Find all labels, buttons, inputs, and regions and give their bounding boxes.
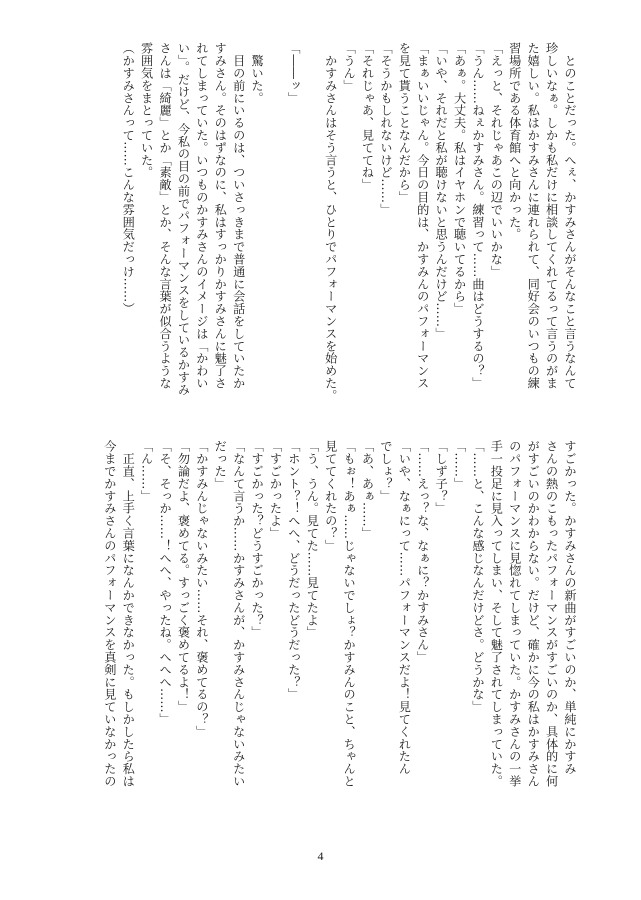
text-line: 「……と、こんな感じなんだけどさ。どうかな」 — [470, 440, 485, 713]
text-line: 「そ、そっか……！へへ、やったね。へへへ……」 — [158, 440, 173, 726]
text-line: 「なんて言うか……かすみさんが、かすみさんじゃないみたい — [231, 440, 246, 788]
text-line: 手一投足に見入ってしまい、そして魅了されてしまっていた。 — [489, 440, 504, 788]
text-line: 「あ、あぁ……」 — [360, 440, 375, 540]
text-block-top — [119, 42, 579, 422]
text-line: （かすみさんって……こんな雰囲気だっけ……） — [121, 42, 136, 315]
text-line: を見て貰うことなんだから」 — [397, 42, 412, 204]
text-line: 「しず子？」 — [434, 440, 449, 515]
text-line: すごかった。かすみさんの新曲がすごいのか、単純にかすみ — [563, 440, 577, 775]
text-line: 驚いた。 — [250, 42, 265, 104]
text-line: 「かすみんじゃないみたい……それ、褒めてるの？」 — [194, 440, 209, 738]
text-line: 正直、上手く言葉になんかできなかった。もしかしたら私は — [121, 440, 136, 788]
text-line: れてしまっていた。いつものかすみさんのイメージは「かわい — [194, 42, 209, 390]
text-line: 「そうかもしれないけど……」 — [378, 42, 393, 216]
text-line: た嬉しい。私はかすみさんに連れられて、同好会のいつもの練 — [526, 42, 541, 390]
text-line: 「うん」 — [342, 42, 357, 92]
text-line: 雰囲気をまとっていた。 — [139, 42, 154, 179]
text-line: がすごいのかわからない。だけど、確かに今の私はかすみさん — [526, 440, 541, 788]
text-line: 珍しいなぁ。しかも私だけに相談してくれてるって言うのがま — [544, 42, 559, 390]
text-line: 今までかすみさんのパフォーマンスを真剣に見ていなかったの — [102, 440, 117, 788]
text-line: のパフォーマンスに見惚れてしまっていた。かすみさんの一挙 — [507, 440, 522, 788]
text-line: さんは「綺麗」とか「素敵」とか、そんな言葉が似合うような — [158, 42, 173, 390]
text-block-bottom — [100, 440, 579, 820]
text-line: 「ん……」 — [139, 440, 154, 502]
text-line: 「うん……ねぇかすみさん。練習って……曲はどうするの？」 — [470, 42, 485, 390]
text-line: 「いや、なぁにって……パフォーマンスだよ！見てくれたん — [397, 440, 412, 775]
text-line: だった」 — [213, 440, 228, 490]
text-line: 「勿論だよ、褒めてる。すっごく褒めてるよ！」 — [176, 440, 191, 713]
text-line: とのことだった。へぇ、かすみさんがそんなこと言うなんて — [563, 42, 577, 390]
blank-line — [266, 42, 284, 422]
page-number: 4 — [317, 849, 324, 863]
text-line: 「……」 — [452, 440, 467, 490]
text-line: 「いや、それだと私が聴けないと思うんだけど……」 — [434, 42, 449, 340]
text-line: 「えっと、それじゃあこの辺でいいかな」 — [489, 42, 504, 278]
text-line: 見ててくれたの？」 — [323, 440, 338, 552]
text-line: さんの熱のこもったパフォーマンスがすごいのか、具体的に何 — [544, 440, 559, 788]
text-line: 目の前にいるのは、ついさっきまで普通に会話をしていたか — [231, 42, 246, 390]
text-line: 「う、うん。見てた……見てたよ」 — [305, 440, 320, 639]
text-line: すみさん。そのはずなのに、私はすっかりかすみさんに魅了さ — [213, 42, 228, 390]
text-line: 習場所である体育館へと向かった。 — [507, 42, 522, 241]
text-line: 「あぁ。大丈夫。私はイヤホンで聴いてるから」 — [452, 42, 467, 315]
text-line: かすみさんはそう言うと、ひとりでパフォーマンスを始めた。 — [323, 42, 338, 402]
text-line: 「すごかったよ」 — [268, 440, 283, 540]
text-line: 「もぉ！あぁ……じゃないでしょ？かすみんのこと、ちゃんと — [342, 440, 357, 788]
text-line: 「……えっ？な、なぁに？かすみさん」 — [415, 440, 430, 664]
text-line: 「すごかった？どうすごかった？」 — [250, 440, 265, 639]
text-line: 「――ッ」 — [286, 42, 301, 104]
text-line: 「ホント？！へへ、どうだったどうだった？」 — [286, 440, 301, 701]
text-line: い」。だけど、今私の目の前でパフォーマンスをしているかすみ — [176, 42, 191, 396]
text-line: 「それじゃあ、見ててね」 — [360, 42, 375, 191]
text-line: でしょ？」 — [378, 440, 393, 502]
blank-line — [303, 42, 321, 422]
text-line: 「まぁいいじゃん。今日の目的は、かすみんのパフォーマンス — [415, 42, 430, 390]
